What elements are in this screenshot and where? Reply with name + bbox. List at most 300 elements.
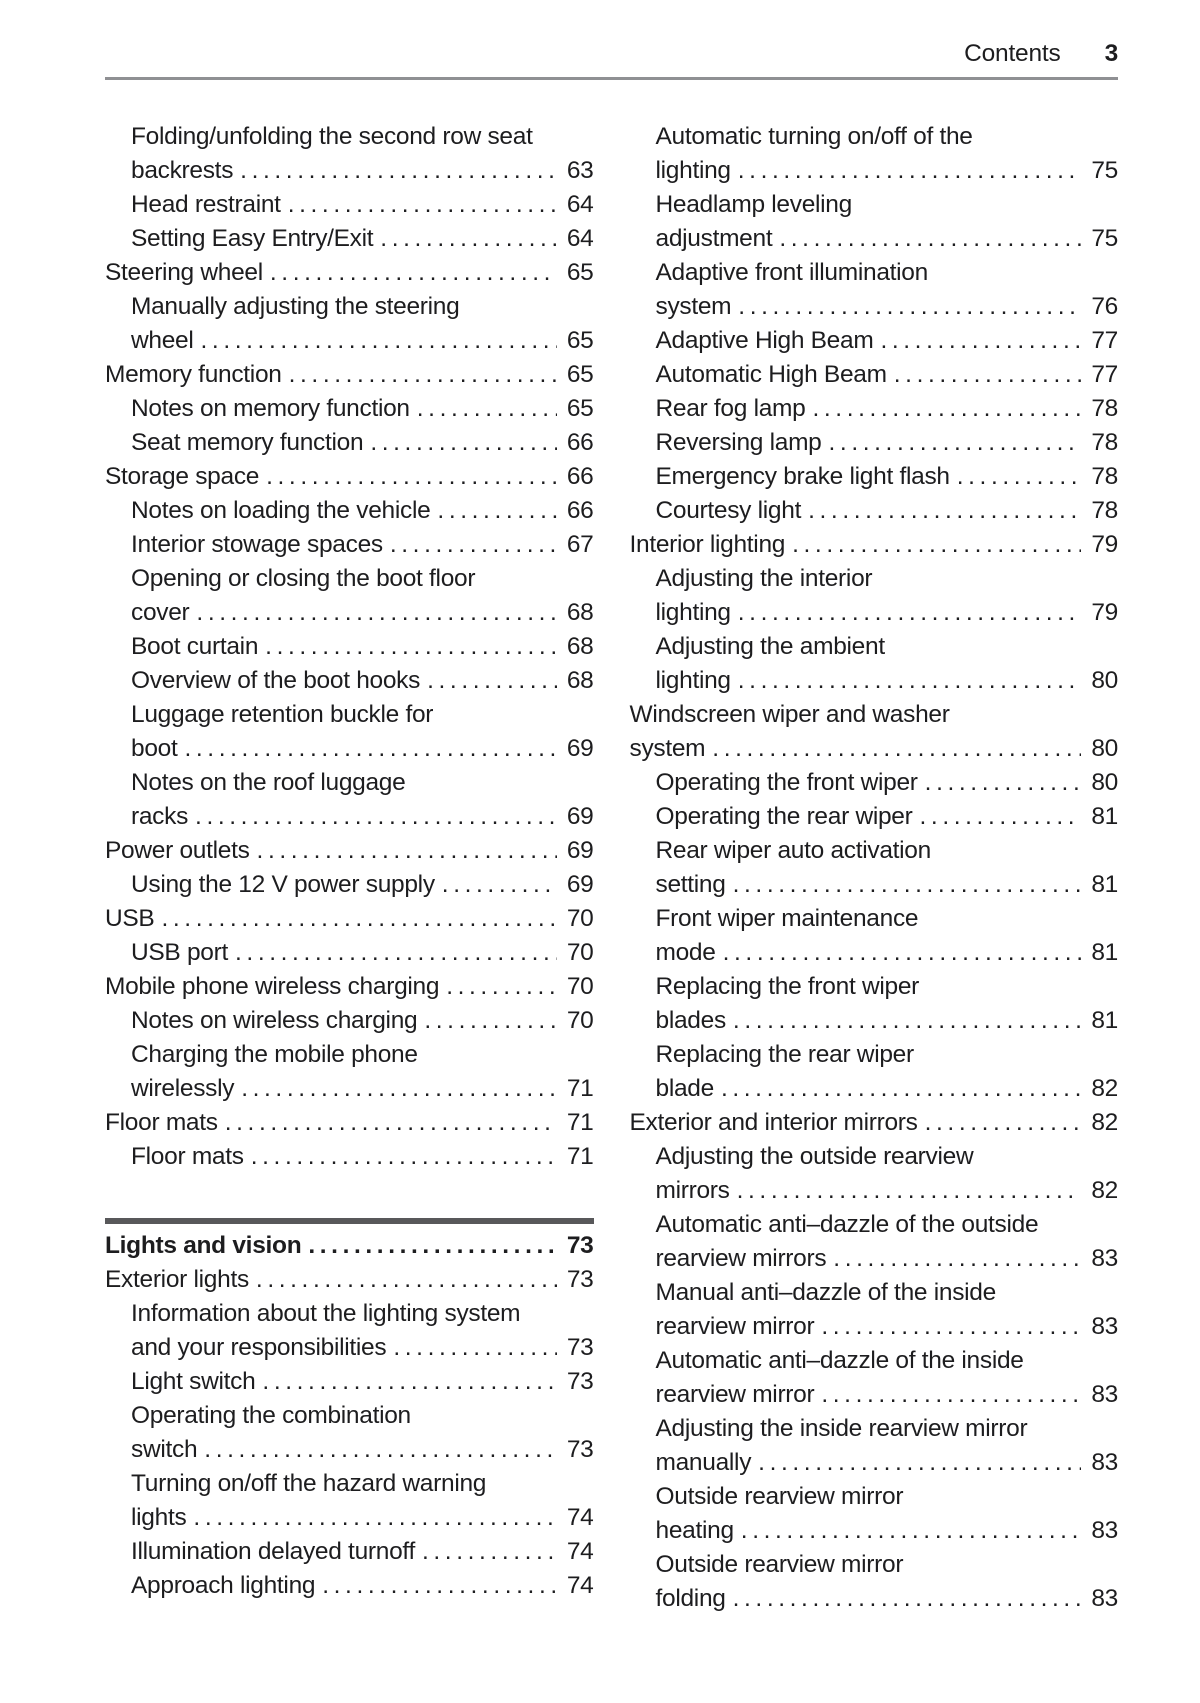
page-number: 69 (566, 837, 594, 864)
dot-leader (241, 1072, 557, 1106)
toc-entry (630, 256, 1119, 324)
toc-line (630, 732, 1119, 766)
page-number: 83 (1091, 1381, 1118, 1408)
toc-entry (630, 800, 1119, 834)
dot-leader (251, 1140, 557, 1174)
toc-entry (630, 1208, 1119, 1276)
toc-entry (630, 1412, 1119, 1480)
dot-leader (812, 392, 1081, 426)
page-number: 67 (566, 531, 594, 558)
dot-leader (779, 222, 1081, 256)
toc-line (131, 732, 594, 766)
page-number: 64 (566, 225, 594, 252)
dot-leader (184, 732, 556, 766)
dot-leader (446, 970, 557, 1004)
page-number: 77 (1091, 327, 1118, 354)
page-number: 79 (1091, 599, 1118, 626)
toc-line (105, 970, 594, 1004)
toc-entry (105, 1467, 594, 1535)
toc-label: Interior stowage spaces (131, 531, 383, 558)
toc-line (131, 188, 594, 222)
toc-label: adjustment (655, 225, 773, 252)
toc-line (131, 324, 594, 358)
toc-entry (105, 698, 594, 766)
toc-line: Turning on/off the hazard warning (131, 1470, 487, 1497)
toc-entry (630, 120, 1119, 188)
dot-leader (712, 732, 1081, 766)
toc-entry (105, 120, 594, 188)
dot-leader (894, 358, 1082, 392)
toc-line (131, 1569, 594, 1603)
page-number: 80 (1091, 769, 1118, 796)
toc-entry (105, 1569, 594, 1603)
toc-line: Automatic turning on/off of the (655, 123, 973, 150)
page-number: 76 (1091, 293, 1118, 320)
toc-entry (105, 1297, 594, 1365)
dot-leader (370, 426, 557, 460)
dot-leader (738, 290, 1081, 324)
page-number: 74 (566, 1538, 594, 1565)
toc-line: Adjusting the outside rearview (655, 1143, 974, 1170)
toc-label: rearview mirror (655, 1381, 815, 1408)
toc-line: Replacing the front wiper (655, 973, 920, 1000)
toc-label: Memory function (105, 361, 282, 388)
toc-line (105, 1229, 594, 1263)
toc-label: and your responsibilities (131, 1334, 387, 1361)
page-number: 75 (1091, 225, 1118, 252)
toc-line (131, 494, 594, 528)
toc-entry (630, 630, 1119, 698)
page-number: 78 (1091, 463, 1118, 490)
page-number: 83 (1091, 1313, 1118, 1340)
toc-line: Adjusting the inside rearview mirror (655, 1415, 1028, 1442)
toc-label: Lights and vision (105, 1232, 302, 1259)
toc-label: USB (105, 905, 155, 932)
toc-label: backrests (131, 157, 234, 184)
toc-label: lighting (655, 599, 731, 626)
toc-label: mode (655, 939, 716, 966)
page-number: 70 (566, 973, 594, 1000)
toc-line (656, 290, 1119, 324)
toc-label: wirelessly (131, 1075, 235, 1102)
dot-leader (308, 1229, 556, 1263)
page-number: 65 (566, 259, 594, 286)
toc-label: lighting (655, 157, 731, 184)
dot-leader (442, 868, 557, 902)
dot-leader (422, 1535, 557, 1569)
toc-entry (105, 528, 594, 562)
toc-label: rearview mirrors (655, 1245, 827, 1272)
page-number: 82 (1091, 1177, 1118, 1204)
toc-line: Manual anti–dazzle of the inside (655, 1279, 996, 1306)
toc-label: Overview of the boot hooks (131, 667, 421, 694)
dot-leader (925, 1106, 1082, 1140)
dot-leader (808, 494, 1081, 528)
toc-line (131, 1535, 594, 1569)
toc-line: Windscreen wiper and washer (629, 701, 950, 728)
toc-line (656, 494, 1119, 528)
toc-entry (105, 1399, 594, 1467)
toc-label: Emergency brake light flash (655, 463, 950, 490)
toc-entry (105, 902, 594, 936)
dot-leader (322, 1569, 557, 1603)
toc-entry (105, 834, 594, 868)
toc-entry (105, 460, 594, 494)
page-number: 69 (566, 871, 594, 898)
dot-leader (380, 222, 557, 256)
dot-leader (792, 528, 1081, 562)
dot-leader (738, 154, 1082, 188)
page-number: 70 (566, 939, 594, 966)
toc-line (105, 256, 594, 290)
toc-label: lights (131, 1504, 187, 1531)
toc-line (656, 868, 1119, 902)
dot-leader (193, 1501, 556, 1535)
page-number: 82 (1091, 1109, 1118, 1136)
toc-label: boot (131, 735, 178, 762)
toc-entry (630, 528, 1119, 562)
toc-label: Floor mats (131, 1143, 244, 1170)
page-number: 73 (566, 1266, 594, 1293)
page-number: 81 (1091, 803, 1118, 830)
toc-line: Adjusting the interior (655, 565, 873, 592)
dot-leader (201, 324, 557, 358)
toc-entry (630, 494, 1119, 528)
toc-line (656, 222, 1119, 256)
header-rule (105, 77, 1118, 80)
toc-line: Notes on the roof luggage (131, 769, 406, 796)
toc-line (656, 1514, 1119, 1548)
toc-entry (105, 290, 594, 358)
dot-leader (195, 800, 557, 834)
toc-line: Automatic anti–dazzle of the inside (655, 1347, 1024, 1374)
toc-label: Interior lighting (629, 531, 786, 558)
toc-label: Using the 12 V power supply (131, 871, 435, 898)
toc-label: blade (655, 1075, 714, 1102)
toc-line (131, 1433, 594, 1467)
dot-leader (829, 426, 1082, 460)
toc-entry (630, 392, 1119, 426)
toc-label: Notes on memory function (131, 395, 410, 422)
toc-line (105, 460, 594, 494)
toc-line: Opening or closing the boot floor (131, 565, 476, 592)
toc-label: Light switch (131, 1368, 256, 1395)
toc-entry (630, 358, 1119, 392)
dot-leader (833, 1242, 1081, 1276)
toc-label: blades (655, 1007, 726, 1034)
toc-line (131, 936, 594, 970)
dot-leader (265, 630, 557, 664)
page-number: 78 (1091, 395, 1118, 422)
page-number: 70 (566, 1007, 594, 1034)
toc-column-right (630, 120, 1119, 1616)
toc-line (131, 1365, 594, 1399)
toc-columns (105, 120, 1118, 1616)
page-number: 66 (566, 497, 594, 524)
toc-line (105, 1263, 594, 1297)
toc-label: Seat memory function (131, 429, 364, 456)
toc-line (131, 426, 594, 460)
toc-entry (105, 970, 594, 1004)
toc-entry (105, 426, 594, 460)
dot-leader (161, 902, 556, 936)
dot-leader (741, 1514, 1082, 1548)
page-number: 74 (566, 1504, 594, 1531)
toc-line (656, 1582, 1119, 1616)
toc-label: Exterior and interior mirrors (629, 1109, 918, 1136)
toc-entry (630, 562, 1119, 630)
page-number: 83 (1091, 1517, 1118, 1544)
toc-label: Reversing lamp (655, 429, 822, 456)
toc-label: system (629, 735, 706, 762)
dot-leader (257, 834, 557, 868)
page-number: 69 (566, 735, 594, 762)
dot-leader (733, 1004, 1081, 1038)
page-number: 73 (566, 1436, 594, 1463)
page-number: 68 (566, 599, 594, 626)
dot-leader (737, 1174, 1082, 1208)
toc-entry (105, 392, 594, 426)
toc-label: Mobile phone wireless charging (105, 973, 440, 1000)
toc-line (131, 868, 594, 902)
page-number: 63 (566, 157, 594, 184)
toc-entry (630, 902, 1119, 970)
toc-line: Headlamp leveling (655, 191, 852, 218)
toc-label: switch (131, 1436, 198, 1463)
toc-label: Operating the rear wiper (655, 803, 913, 830)
page-number: 81 (1091, 871, 1118, 898)
toc-entry (630, 1480, 1119, 1548)
toc-entry (105, 1365, 594, 1399)
toc-label: Exterior lights (105, 1266, 249, 1293)
page-number: 78 (1091, 497, 1118, 524)
toc-label: folding (655, 1585, 726, 1612)
page-number: 83 (1091, 1449, 1118, 1476)
toc-entry (105, 936, 594, 970)
toc-label: lighting (655, 667, 731, 694)
dot-leader (733, 868, 1082, 902)
page-number: 73 (566, 1368, 594, 1395)
page-number: 75 (1091, 157, 1118, 184)
dot-leader (821, 1310, 1081, 1344)
toc-line (131, 596, 594, 630)
toc-line: Folding/unfolding the second row seat (131, 123, 533, 150)
dot-leader (821, 1378, 1081, 1412)
toc-line (656, 1446, 1119, 1480)
page-number: 82 (1091, 1075, 1118, 1102)
page-number: 77 (1091, 361, 1118, 388)
toc-line (131, 800, 594, 834)
toc-line: Operating the combination (131, 1402, 411, 1429)
page-number: 74 (566, 1572, 594, 1599)
toc-line (131, 630, 594, 664)
toc-line (656, 596, 1119, 630)
dot-leader (957, 460, 1082, 494)
toc-line (131, 1331, 594, 1365)
toc-entry (105, 1535, 594, 1569)
toc-entry (105, 222, 594, 256)
dot-leader (196, 596, 556, 630)
toc-label: heating (655, 1517, 734, 1544)
toc-line (105, 1106, 594, 1140)
toc-line (656, 154, 1119, 188)
toc-entry (105, 562, 594, 630)
toc-label: Storage space (105, 463, 260, 490)
dot-leader (880, 324, 1081, 358)
toc-label: rearview mirror (655, 1313, 815, 1340)
toc-entry (105, 766, 594, 834)
toc-line (105, 834, 594, 868)
page-number: 65 (566, 327, 594, 354)
toc-line (131, 154, 594, 188)
toc-entry (105, 1263, 594, 1297)
toc-label: Setting Easy Entry/Exit (131, 225, 374, 252)
toc-entry (105, 358, 594, 392)
toc-label: Floor mats (105, 1109, 218, 1136)
dot-leader (390, 528, 557, 562)
dot-leader (723, 936, 1082, 970)
page-number: 3 (1104, 40, 1118, 67)
toc-label: cover (131, 599, 190, 626)
dot-leader (733, 1582, 1082, 1616)
section-divider (105, 1218, 594, 1224)
page-number: 83 (1091, 1585, 1118, 1612)
dot-leader (721, 1072, 1081, 1106)
toc-line: Luggage retention buckle for (131, 701, 434, 728)
page-number: 73 (566, 1334, 594, 1361)
toc-line (131, 222, 594, 256)
page-number: 68 (566, 633, 594, 660)
toc-line (131, 1004, 594, 1038)
toc-label: Approach lighting (131, 1572, 316, 1599)
page-number: 80 (1091, 735, 1118, 762)
dot-leader (738, 596, 1082, 630)
toc-line (656, 664, 1119, 698)
toc-line (131, 1501, 594, 1535)
dot-leader (427, 664, 557, 698)
toc-entry (630, 324, 1119, 358)
page-number: 69 (566, 803, 594, 830)
toc-label: Head restraint (131, 191, 281, 218)
toc-label: mirrors (655, 1177, 730, 1204)
toc-line (656, 936, 1119, 970)
toc-entry (105, 256, 594, 290)
page-number: 80 (1091, 667, 1118, 694)
toc-line (630, 1106, 1119, 1140)
dot-leader (270, 256, 557, 290)
toc-entry (105, 1140, 594, 1174)
dot-leader (225, 1106, 557, 1140)
toc-line: Rear wiper auto activation (655, 837, 931, 864)
toc-line (131, 1140, 594, 1174)
page-number: 70 (566, 905, 594, 932)
toc-line (656, 1242, 1119, 1276)
toc-entry (630, 188, 1119, 256)
toc-entry (630, 834, 1119, 902)
toc-label: Illumination delayed turnoff (131, 1538, 415, 1565)
page-number: 81 (1091, 1007, 1118, 1034)
toc-column-left (105, 120, 594, 1616)
toc-section-entry (105, 1229, 594, 1263)
dot-leader (758, 1446, 1081, 1480)
page-number: 66 (566, 463, 594, 490)
dot-leader (289, 358, 557, 392)
toc-entry (105, 664, 594, 698)
toc-entry (105, 1106, 594, 1140)
toc-entry (105, 494, 594, 528)
toc-line (656, 1378, 1119, 1412)
dot-leader (424, 1004, 556, 1038)
page-number: 66 (566, 429, 594, 456)
page-number: 78 (1091, 429, 1118, 456)
toc-line (656, 1072, 1119, 1106)
toc-entry (105, 1038, 594, 1106)
toc-label: racks (131, 803, 189, 830)
toc-label: Courtesy light (655, 497, 802, 524)
toc-line (656, 324, 1119, 358)
toc-label: manually (655, 1449, 752, 1476)
toc-line: Information about the lighting system (131, 1300, 521, 1327)
toc-label: wheel (131, 327, 194, 354)
toc-entry (630, 1276, 1119, 1344)
toc-line: Replacing the rear wiper (655, 1041, 914, 1068)
dot-leader (204, 1433, 557, 1467)
page-title: Contents (964, 40, 1061, 67)
toc-label: Adaptive High Beam (655, 327, 874, 354)
page-number: 64 (566, 191, 594, 218)
page-number: 65 (566, 395, 594, 422)
toc-line (656, 426, 1119, 460)
toc-entry (630, 1140, 1119, 1208)
toc-line (105, 358, 594, 392)
page-number: 79 (1091, 531, 1118, 558)
page-number: 71 (566, 1143, 594, 1170)
toc-line (131, 528, 594, 562)
dot-leader (266, 460, 557, 494)
toc-line: Outside rearview mirror (655, 1483, 904, 1510)
page-number: 73 (566, 1232, 594, 1259)
dot-leader (235, 936, 557, 970)
toc-label: Rear fog lamp (655, 395, 806, 422)
toc-entry (630, 426, 1119, 460)
toc-line: Automatic anti–dazzle of the outside (655, 1211, 1039, 1238)
toc-line (656, 1174, 1119, 1208)
toc-line (131, 1072, 594, 1106)
toc-label: Notes on loading the vehicle (131, 497, 431, 524)
toc-label: Power outlets (105, 837, 250, 864)
toc-line: Front wiper maintenance (655, 905, 919, 932)
toc-entry (630, 766, 1119, 800)
toc-line: Charging the mobile phone (131, 1041, 418, 1068)
dot-leader (738, 664, 1082, 698)
toc-label: Operating the front wiper (655, 769, 918, 796)
toc-line: Outside rearview mirror (655, 1551, 904, 1578)
dot-leader (256, 1263, 557, 1297)
toc-line (656, 1004, 1119, 1038)
page-number: 68 (566, 667, 594, 694)
toc-line (656, 358, 1119, 392)
toc-label: USB port (131, 939, 228, 966)
toc-label: system (655, 293, 732, 320)
toc-entry (630, 970, 1119, 1038)
toc-line (630, 528, 1119, 562)
toc-label: Notes on wireless charging (131, 1007, 418, 1034)
page-number: 65 (566, 361, 594, 388)
page-number: 71 (566, 1109, 594, 1136)
toc-line (131, 392, 594, 426)
dot-leader (240, 154, 557, 188)
toc-line: Manually adjusting the steering (131, 293, 460, 320)
